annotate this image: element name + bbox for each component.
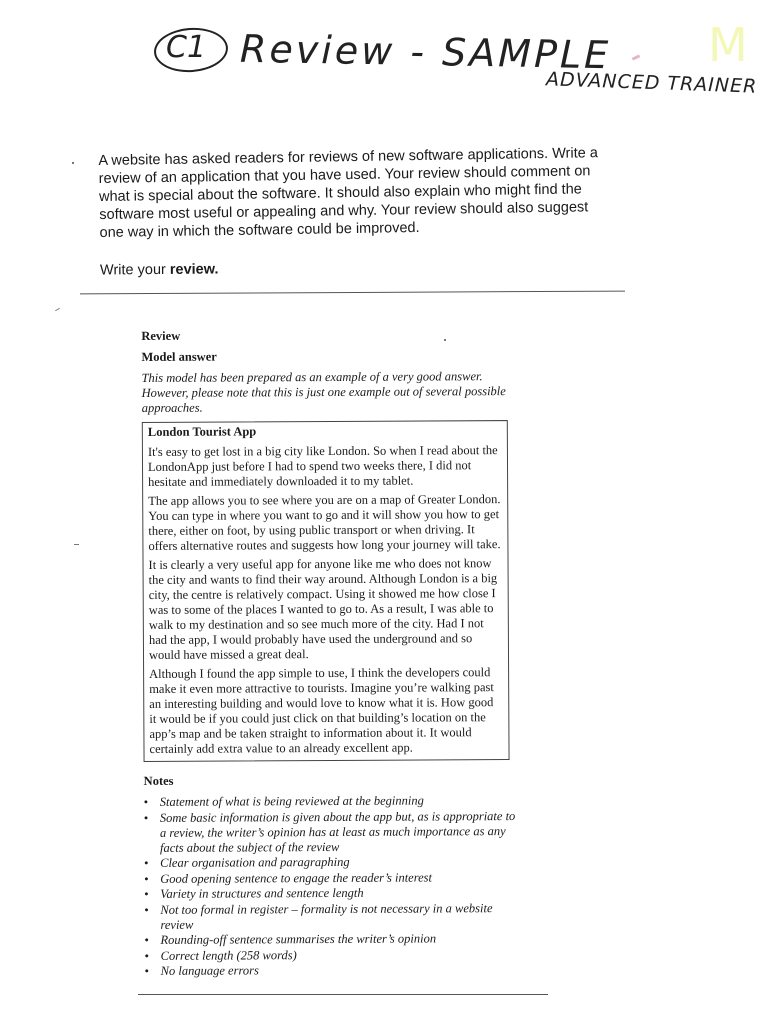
note-item: • Variety in structures and sentence length <box>144 885 516 902</box>
handwritten-subtitle: ADVANCED TRAINER <box>545 68 758 98</box>
model-answer-section <box>141 327 516 979</box>
essay-box <box>142 420 510 762</box>
note-item: • Statement of what is being reviewed at the beginning <box>144 793 516 810</box>
scan-speck <box>74 544 79 545</box>
essay-paragraph: The app allows you to see where you are on a map of Greater London. You can type in where you want to go and it will show you how to get there, either on foot, by using public transport or when driving. It offers alternative routes and suggests how long your journey will take. <box>148 492 501 553</box>
handwritten-title: Review - SAMPLE <box>239 26 612 78</box>
level-label: C1 <box>166 30 207 65</box>
task-instruction <box>100 261 219 278</box>
note-item: • Not too formal in register – formality is not necessary in a website review <box>144 901 516 933</box>
note-item: • No language errors <box>145 962 517 979</box>
instruction-prefix: Write your <box>99 261 170 279</box>
note-item: • Clear organisation and paragraphing <box>144 854 516 871</box>
essay-paragraph: It's easy to get lost in a big city like London. So when I read about the LondonApp just before I had to spend two weeks there, I did not hesitate and immediately downloaded it to my tablet. <box>147 443 498 489</box>
scan-speck <box>55 308 60 311</box>
divider-bottom <box>138 994 548 995</box>
divider-top <box>80 291 625 295</box>
note-item: • Correct length (258 words) <box>145 947 517 964</box>
pink-mark <box>632 54 641 60</box>
note-item: • Some basic information is given about the app but, as is appropriate to a review, the writer’s opinion has at least as much importance as any facts about the subject of the review <box>144 809 516 856</box>
section-subheading: Model answer <box>141 349 217 364</box>
highlighter-mark: M <box>708 18 748 72</box>
essay-paragraph: It is clearly a very useful app for anyone like me who does not know the city and wants to find their way around. Although London is a big city, the centre is relatively compact. Using it showed me how close I was to some of the places I wanted to go to. As a result, I was able to walk to my destination and so see much more of the city. Had I not had the app, I would probably have used the underground and so would have missed a great deal. <box>148 556 498 662</box>
model-intro: This model has been prepared as an example of a very good answer. However, please note that this is just one example out of several possible approaches. <box>141 369 506 415</box>
scan-speck <box>72 162 74 164</box>
essay-paragraph: Although I found the app simple to use, I think the developers could make it even more attractive to tourists. Imagine you’re walking past an interesting building and would love to know what it is. How good it would be if you could just click on that building’s location on the app’s map and be taken straight to information about it. It would certainly add extra value to an already excellent app. <box>149 665 494 756</box>
task-prompt: A website has asked readers for reviews of new software applications. Write a review of an application that you have used. Your review should comment on what is special about the software. It should also explain who might find the software most useful or appealing and why. Your review should also suggest one way in which the software could be improved. <box>98 145 598 241</box>
instruction-bold: review. <box>169 261 219 278</box>
note-item: • Rounding-off sentence summarises the writer’s opinion <box>144 931 516 948</box>
section-heading: Review <box>141 328 181 343</box>
note-item: • Good opening sentence to engage the reader’s interest <box>144 870 516 887</box>
notes-list <box>144 793 517 979</box>
notes-heading: Notes <box>143 773 174 788</box>
essay-title: London Tourist App <box>147 424 257 439</box>
